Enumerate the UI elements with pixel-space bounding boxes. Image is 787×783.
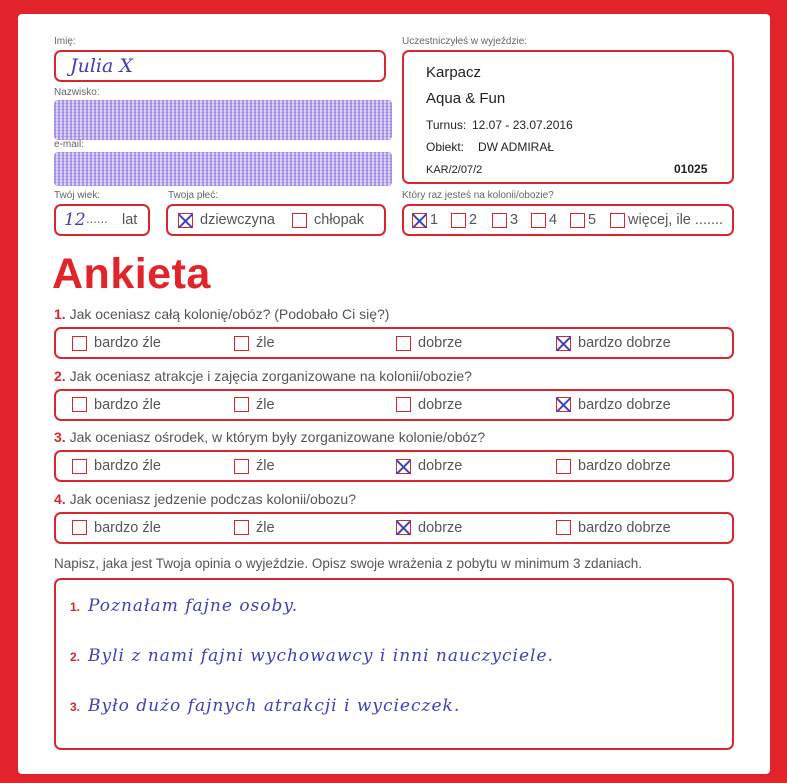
gender-girl-label: dziewczyna — [200, 212, 275, 228]
email-redacted — [54, 152, 392, 186]
question-3-option-1-label: bardzo źle — [94, 458, 161, 474]
times-option-4[interactable] — [531, 212, 557, 228]
times-option-1[interactable] — [412, 212, 438, 228]
gender-option-boy[interactable] — [292, 212, 364, 228]
name-value: Julia X — [70, 55, 133, 77]
question-4-option-2[interactable] — [234, 520, 275, 536]
name-field[interactable] — [54, 50, 386, 82]
opinion-line-3-num: 3. — [70, 700, 81, 714]
surname-label: Nazwisko: — [54, 87, 100, 98]
gender-boy-checkbox[interactable] — [292, 213, 307, 228]
question-2-option-3-label: dobrze — [418, 396, 463, 413]
question-2-number: 2. — [54, 367, 66, 384]
email-label: e-mail: — [54, 139, 85, 150]
times-option-more[interactable] — [610, 212, 723, 228]
opinion-line-2-text: Byli z nami fajni wychowawcy i inni nauczyciele. — [88, 646, 554, 666]
question-2-title — [54, 368, 472, 384]
question-3-option-2-checkbox[interactable] — [234, 459, 249, 474]
question-1-option-4[interactable] — [556, 335, 671, 351]
question-4-title — [54, 491, 356, 507]
camp-number: 01025 — [674, 162, 708, 176]
question-1-title — [54, 306, 389, 322]
question-3-text: Jak oceniasz ośrodek, w którym były zorganizowane kolonie/obóz? — [69, 429, 486, 445]
question-1-options — [54, 327, 734, 359]
opinion-line-3 — [70, 696, 460, 716]
question-4-option-4-label: bardzo dobrze — [578, 519, 671, 536]
opinion-line-1-text: Poznałam fajne osoby. — [88, 596, 299, 616]
question-4-options — [54, 512, 734, 544]
camp-turnus-label: Turnus: — [426, 118, 467, 132]
times-label: Który raz jesteś na kolonii/obozie? — [402, 190, 554, 201]
question-3-option-4-label: bardzo dobrze — [578, 458, 671, 474]
camp-object-value: DW ADMIRAŁ — [478, 140, 555, 154]
question-3-title — [54, 429, 485, 445]
age-value: 12 — [64, 210, 86, 230]
question-2-option-1-label: bardzo źle — [94, 396, 161, 413]
opinion-line-2-num: 2. — [70, 650, 81, 664]
question-3-option-3-checkbox[interactable] — [396, 459, 411, 474]
times-more-checkbox[interactable] — [610, 213, 625, 228]
opinion-line-2 — [70, 646, 554, 666]
question-2-options — [54, 389, 734, 421]
times-option-5[interactable] — [570, 212, 596, 228]
gender-girl-checkbox[interactable] — [178, 213, 193, 228]
question-4-option-4-checkbox[interactable] — [556, 520, 571, 535]
times-5-checkbox[interactable] — [570, 213, 585, 228]
times-2-checkbox[interactable] — [451, 213, 466, 228]
question-1-option-2[interactable] — [234, 335, 275, 351]
question-4-option-3-checkbox[interactable] — [396, 520, 411, 535]
question-4-option-1-label: bardzo źle — [94, 519, 161, 536]
opinion-line-3-text: Było dużo fajnych atrakcji i wycieczek. — [88, 696, 461, 716]
opinion-box[interactable] — [54, 578, 734, 750]
question-1-option-4-label: bardzo dobrze — [578, 335, 671, 351]
survey-sheet — [18, 14, 770, 774]
age-unit: lat — [122, 212, 138, 228]
times-1-checkbox[interactable] — [412, 213, 427, 228]
age-label: Twój wiek: — [54, 190, 101, 201]
times-option-3[interactable] — [492, 212, 518, 228]
question-2-option-2-checkbox[interactable] — [234, 397, 249, 412]
times-more-label: więcej, ile ....... — [628, 212, 724, 228]
times-1-label: 1 — [430, 212, 439, 228]
camp-box — [402, 50, 734, 184]
times-3-checkbox[interactable] — [492, 213, 507, 228]
question-3-option-2[interactable] — [234, 458, 275, 474]
age-field[interactable] — [54, 204, 150, 236]
question-1-option-4-checkbox[interactable] — [556, 336, 571, 351]
question-4-option-2-label: źle — [256, 519, 275, 536]
question-1-option-3-checkbox[interactable] — [396, 336, 411, 351]
question-1-option-1[interactable] — [72, 335, 161, 351]
camp-name: Aqua & Fun — [426, 90, 506, 107]
question-2-option-3-checkbox[interactable] — [396, 397, 411, 412]
times-4-checkbox[interactable] — [531, 213, 546, 228]
question-4-option-2-checkbox[interactable] — [234, 520, 249, 535]
camp-code: KAR/2/07/2 — [426, 164, 483, 176]
times-4-label: 4 — [549, 212, 558, 228]
question-2-option-4-label: bardzo dobrze — [578, 396, 671, 413]
question-3-option-1-checkbox[interactable] — [72, 459, 87, 474]
gender-label: Twoja płeć: — [168, 190, 219, 201]
gender-boy-label: chłopak — [314, 212, 364, 228]
question-2-option-2[interactable] — [234, 397, 275, 413]
survey-title: Ankieta — [52, 250, 211, 298]
question-4-option-1[interactable] — [72, 520, 161, 536]
question-4-option-4[interactable] — [556, 520, 671, 536]
question-2-option-1[interactable] — [72, 397, 161, 413]
gender-option-girl[interactable] — [178, 212, 275, 228]
question-4-text: Jak oceniasz jedzenie podczas kolonii/obozu? — [69, 490, 356, 507]
times-field — [402, 204, 734, 236]
times-3-label: 3 — [510, 212, 519, 228]
camp-turnus-value: 12.07 - 23.07.2016 — [472, 118, 573, 132]
surname-redacted — [54, 100, 392, 140]
question-1-option-3-label: dobrze — [418, 335, 463, 351]
gender-field — [166, 204, 386, 236]
opinion-line-1 — [70, 596, 298, 616]
times-2-label: 2 — [469, 212, 478, 228]
camp-object-label: Obiekt: — [426, 140, 465, 154]
age-dots: ...... — [86, 211, 108, 226]
question-2-option-2-label: źle — [256, 396, 275, 413]
question-3-option-3[interactable] — [396, 458, 462, 474]
question-3-option-4-checkbox[interactable] — [556, 459, 571, 474]
question-3-option-4[interactable] — [556, 458, 671, 474]
question-3-option-3-label: dobrze — [418, 458, 463, 474]
question-4-option-3[interactable] — [396, 520, 462, 536]
question-1-option-2-label: źle — [256, 335, 275, 351]
question-3-option-1[interactable] — [72, 458, 161, 474]
question-2-option-1-checkbox[interactable] — [72, 397, 87, 412]
question-1-option-1-label: bardzo źle — [94, 335, 161, 351]
question-4-option-1-checkbox[interactable] — [72, 520, 87, 535]
question-1-option-3[interactable] — [396, 335, 462, 351]
opinion-line-1-num: 1. — [70, 600, 81, 614]
camp-label: Uczestniczyłeś w wyjeździe: — [402, 36, 528, 47]
times-5-label: 5 — [588, 212, 597, 228]
question-2-option-3[interactable] — [396, 397, 462, 413]
question-3-options — [54, 450, 734, 482]
camp-place: Karpacz — [426, 64, 482, 81]
question-1-option-1-checkbox[interactable] — [72, 336, 87, 351]
question-3-option-2-label: źle — [256, 458, 275, 474]
question-2-option-4[interactable] — [556, 397, 671, 413]
question-3-number: 3. — [54, 429, 66, 445]
question-2-text: Jak oceniasz atrakcje i zajęcia zorganizowane na kolonii/obozie? — [69, 367, 472, 384]
question-1-text: Jak oceniasz całą kolonię/obóz? (Podobało Ci się?) — [69, 306, 390, 322]
question-1-option-2-checkbox[interactable] — [234, 336, 249, 351]
question-4-number: 4. — [54, 490, 66, 507]
times-option-2[interactable] — [451, 212, 477, 228]
name-label: Imię: — [54, 36, 76, 47]
question-4-option-3-label: dobrze — [418, 519, 463, 536]
opinion-prompt: Napisz, jaka jest Twoja opinia o wyjeździe. Opisz swoje wrażenia z pobytu w minimum 3 zdaniach. — [54, 556, 643, 571]
question-2-option-4-checkbox[interactable] — [556, 397, 571, 412]
question-1-number: 1. — [54, 306, 66, 322]
